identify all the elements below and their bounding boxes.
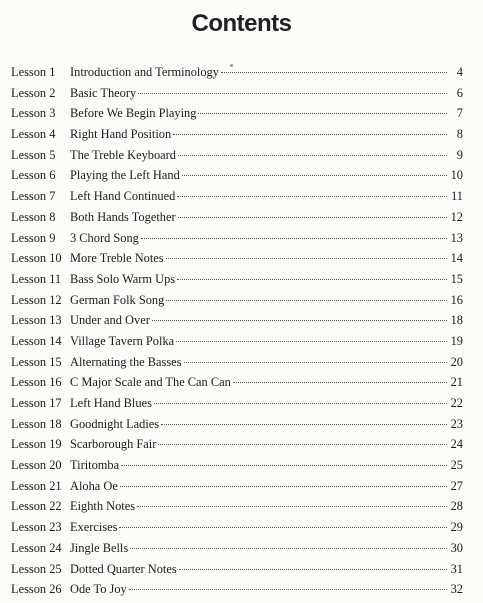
lesson-number: Lesson 18 — [11, 416, 62, 431]
lesson-number: Lesson 3 — [11, 106, 56, 121]
lesson-title: Tiritomba — [70, 458, 120, 473]
toc-entry[interactable] — [11, 251, 463, 272]
lesson-number: Lesson 2 — [11, 85, 56, 100]
page-number: 20 — [450, 354, 463, 369]
lesson-number: Lesson 26 — [11, 582, 62, 597]
page-number: 7 — [456, 106, 463, 121]
lesson-title: Eighth Notes — [70, 499, 136, 514]
dot-leader — [129, 589, 447, 590]
page-number: 6 — [456, 85, 463, 100]
lesson-number: Lesson 11 — [11, 271, 62, 286]
dot-leader — [121, 465, 447, 466]
toc-entry[interactable] — [11, 520, 463, 541]
lesson-title: Aloha Oe — [70, 478, 118, 493]
toc-entry[interactable] — [11, 293, 463, 314]
lesson-number: Lesson 16 — [11, 375, 62, 390]
lesson-number: Lesson 19 — [11, 437, 62, 452]
toc-entry[interactable] — [11, 86, 463, 107]
toc-entry[interactable] — [11, 375, 463, 396]
lesson-number: Lesson 7 — [11, 189, 56, 204]
lesson-number: Lesson 8 — [11, 209, 56, 224]
lesson-number: Lesson 21 — [11, 478, 62, 493]
dot-leader — [130, 548, 447, 549]
toc-entry[interactable] — [11, 417, 463, 438]
toc-entry[interactable] — [11, 127, 463, 148]
lesson-number: Lesson 6 — [11, 168, 56, 183]
table-of-contents — [11, 65, 463, 603]
toc-entry[interactable] — [11, 106, 463, 127]
lesson-title: Left Hand Blues — [70, 396, 152, 410]
page-number: 14 — [450, 251, 463, 266]
lesson-title: Jingle Bells — [70, 540, 129, 555]
lesson-number: Lesson 25 — [11, 561, 62, 576]
dot-leader — [161, 424, 447, 425]
toc-entry[interactable] — [11, 499, 463, 520]
toc-entry[interactable] — [11, 541, 463, 562]
lesson-title: The Treble Keyboard — [70, 147, 176, 162]
lesson-title: Exercises — [70, 520, 118, 535]
lesson-title: Dotted Quarter Notes — [70, 561, 177, 576]
dot-leader — [177, 196, 447, 197]
page-number: 27 — [450, 478, 463, 493]
page-number: 4 — [456, 65, 463, 79]
dot-leader — [176, 341, 447, 342]
toc-entry[interactable] — [11, 210, 463, 231]
lesson-number: Lesson 22 — [11, 499, 62, 514]
toc-entry[interactable] — [11, 189, 463, 210]
lesson-number: Lesson 10 — [11, 251, 62, 266]
lesson-title: Right Hand Position — [70, 127, 172, 142]
lesson-number: Lesson 9 — [11, 230, 56, 245]
page-number: 23 — [450, 416, 463, 431]
lesson-title: More Treble Notes — [70, 251, 164, 266]
dot-leader — [141, 238, 447, 239]
page-number: 16 — [450, 292, 463, 307]
dot-leader — [137, 506, 447, 507]
lesson-number: Lesson 17 — [11, 396, 62, 410]
toc-entry[interactable] — [11, 437, 463, 458]
toc-entry[interactable] — [11, 334, 463, 355]
dot-leader — [177, 279, 447, 280]
dot-leader — [152, 320, 447, 321]
dot-leader — [198, 113, 447, 114]
lesson-number: Lesson 5 — [11, 147, 56, 162]
dot-leader — [158, 444, 447, 445]
dot-leader — [221, 72, 447, 73]
lesson-title: C Major Scale and The Can Can — [70, 375, 231, 390]
lesson-number: Lesson 23 — [11, 520, 62, 535]
lesson-title: Left Hand Continued — [70, 189, 176, 204]
page-number: 30 — [450, 540, 463, 555]
page-number: 11 — [451, 189, 463, 204]
dot-leader — [120, 486, 447, 487]
dot-leader — [233, 382, 447, 383]
lesson-title: Introduction and Terminology — [70, 65, 219, 79]
lesson-number: Lesson 13 — [11, 313, 62, 328]
toc-entry[interactable] — [11, 355, 463, 376]
dot-leader — [166, 300, 447, 301]
lesson-title: Goodnight Ladies — [70, 416, 160, 431]
page-number: 29 — [450, 520, 463, 535]
toc-entry[interactable] — [11, 562, 463, 583]
lesson-title: Both Hands Together — [70, 209, 176, 224]
dot-leader — [173, 134, 447, 135]
page-number: 18 — [450, 313, 463, 328]
page-number: 15 — [450, 271, 463, 286]
lesson-title: Playing the Left Hand — [70, 168, 180, 183]
page-number: 13 — [450, 230, 463, 245]
page-number: 31 — [450, 561, 463, 576]
dot-leader — [119, 527, 447, 528]
lesson-title: Ode To Joy — [70, 582, 127, 597]
page-number: 25 — [450, 458, 463, 473]
lesson-title: Before We Begin Playing — [70, 106, 197, 121]
page-title: Contents — [191, 10, 292, 37]
toc-entry[interactable] — [11, 313, 463, 334]
toc-entry[interactable] — [11, 65, 463, 86]
dot-leader — [182, 175, 447, 176]
lesson-number: Lesson 4 — [11, 127, 56, 142]
toc-entry[interactable] — [11, 168, 463, 189]
lesson-title: Scarborough Fair — [70, 437, 157, 452]
dot-leader — [154, 403, 447, 404]
toc-entry[interactable] — [11, 479, 463, 500]
toc-entry[interactable] — [11, 148, 463, 169]
toc-entry[interactable] — [11, 396, 463, 417]
dot-leader — [184, 362, 448, 363]
toc-entry[interactable] — [11, 231, 463, 252]
page-number: 10 — [450, 168, 463, 183]
lesson-title: Under and Over — [70, 313, 150, 328]
dot-leader — [178, 155, 447, 156]
page-number: 22 — [450, 396, 463, 410]
lesson-title: 3 Chord Song — [70, 230, 139, 245]
page-number: 12 — [450, 209, 463, 224]
page-number: 21 — [450, 375, 463, 390]
lesson-number: Lesson 15 — [11, 354, 62, 369]
lesson-title: Village Tavern Polka — [70, 333, 175, 348]
page-number: 24 — [450, 437, 463, 452]
page-number: 32 — [450, 582, 463, 597]
toc-entry[interactable] — [11, 272, 463, 293]
page-number: 8 — [456, 127, 463, 142]
lesson-number: Lesson 14 — [11, 333, 62, 348]
lesson-number: Lesson 12 — [11, 292, 62, 307]
page-number: 19 — [450, 333, 463, 348]
dot-leader — [138, 93, 447, 94]
lesson-number: Lesson 20 — [11, 458, 62, 473]
dot-leader — [166, 258, 447, 259]
lesson-title: Basic Theory — [70, 85, 137, 100]
dot-leader — [179, 569, 447, 570]
page-number: 28 — [450, 499, 463, 514]
lesson-title: Alternating the Basses — [70, 354, 182, 369]
dot-leader — [178, 217, 447, 218]
lesson-number: Lesson 1 — [11, 65, 56, 79]
lesson-title: German Folk Song — [70, 292, 165, 307]
toc-entry[interactable] — [11, 458, 463, 479]
lesson-number: Lesson 24 — [11, 540, 62, 555]
page-number: 9 — [456, 147, 463, 162]
lesson-title: Bass Solo Warm Ups — [70, 271, 176, 286]
